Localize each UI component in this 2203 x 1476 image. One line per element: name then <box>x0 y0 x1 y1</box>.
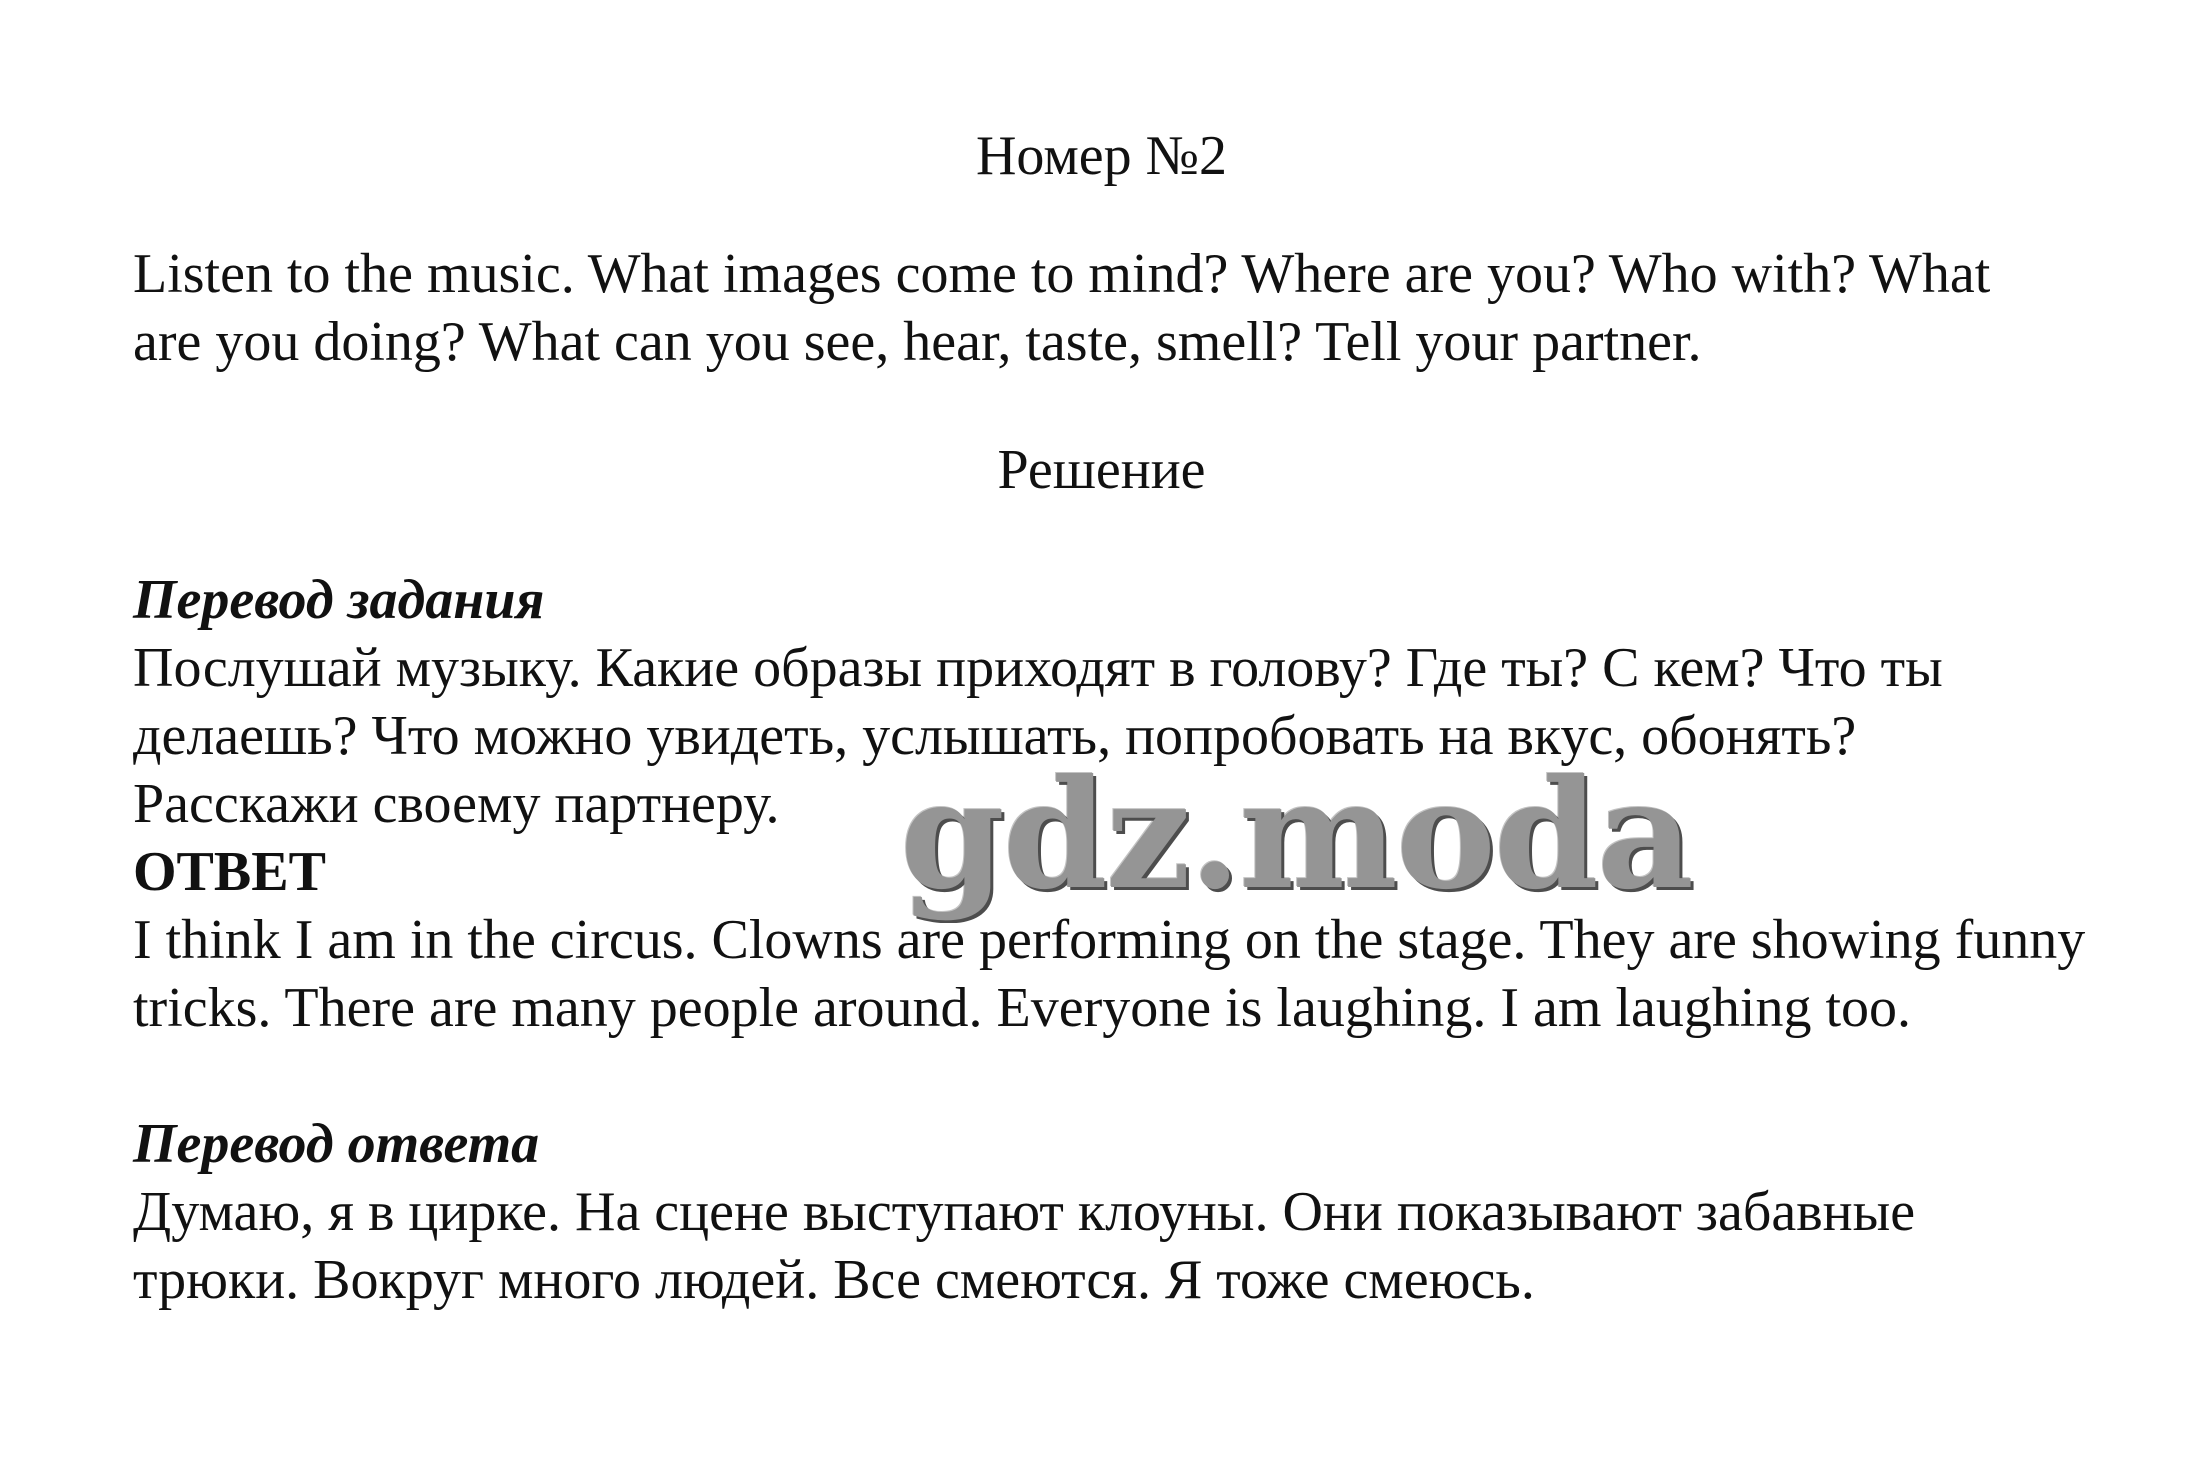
translation-task-text: Послушай музыку. Какие образы приходят в голову? Где ты? С кем? Что ты делаешь? Что можно увидеть, услышать, попробовать на вкус, обонять? Расскажи своему партнеру. <box>133 637 1943 835</box>
watermark-logo: gdz.moda <box>900 747 1693 923</box>
answer-heading: ОТВЕТ <box>133 841 326 903</box>
answer-text: I think I am in the circus. Clowns are performing on the stage. They are showing funny tricks. There are many people around. Everyone is laughing. I am laughing too. <box>133 909 2086 1039</box>
translation-task-heading: Перевод задания <box>133 569 545 631</box>
task-title: Номер №2 <box>975 125 1228 187</box>
solution-title: Решение <box>997 439 1206 501</box>
task-text: Listen to the music. What images come to mind? Where are you? Who with? What are you doing? What can you see, hear, taste, smell? Tell your partner. <box>133 243 1991 373</box>
translation-answer-text: Думаю, я в цирке. На сцене выступают клоуны. Они показывают забавные трюки. Вокруг много людей. Все смеются. Я тоже смеюсь. <box>133 1181 1916 1311</box>
translation-answer-heading: Перевод ответа <box>133 1113 540 1175</box>
